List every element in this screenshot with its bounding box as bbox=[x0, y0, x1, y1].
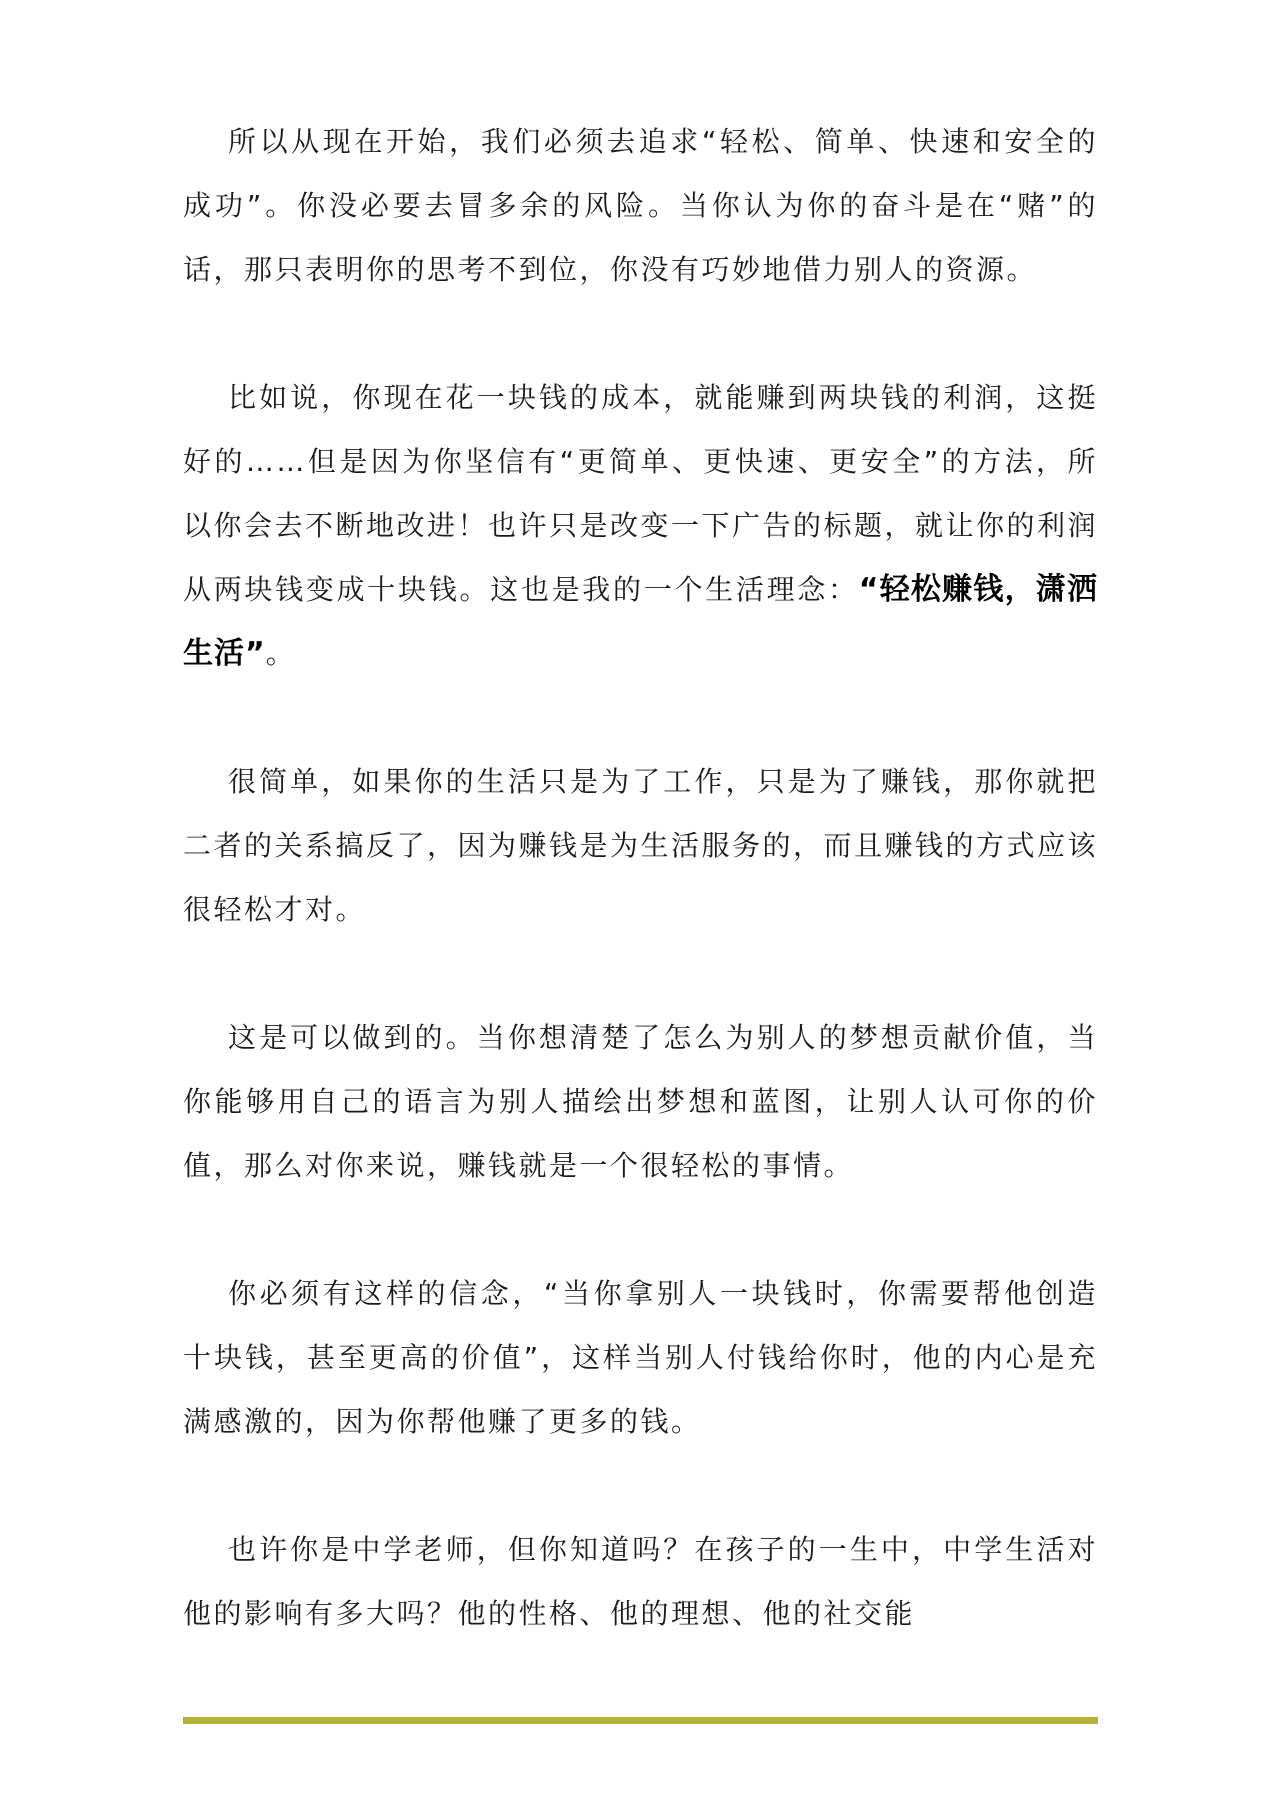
paragraph-2-end: 。 bbox=[265, 637, 297, 670]
paragraph-1 bbox=[183, 110, 1098, 302]
paragraph-6 bbox=[183, 1518, 1098, 1646]
paragraph-5 bbox=[183, 1262, 1098, 1454]
emphasized-slogan: “轻松赚钱，潇洒生活” bbox=[183, 572, 1098, 671]
paragraph-3 bbox=[183, 750, 1098, 942]
paragraph-2-text: 比如说，你现在花一块钱的成本，就能赚到两块钱的利润，这挺好的……但是因为你坚信有“更简单、更快速、更安全”的方法，所以你会去不断地改进！也许只是改变一下广告的标题，就让你的利润从两块钱变成十块钱。这也是我的一个生活理念： bbox=[183, 381, 1099, 606]
paragraph-4-text: 这是可以做到的。当你想清楚了怎么为别人的梦想贡献价值，当你能够用自己的语言为别人描绘出梦想和蓝图，让别人认可你的价值，那么对你来说，赚钱就是一个很轻松的事情。 bbox=[183, 1021, 1098, 1182]
paragraph-3-text: 很简单，如果你的生活只是为了工作，只是为了赚钱，那你就把二者的关系搞反了，因为赚钱是为生活服务的，而且赚钱的方式应该很轻松才对。 bbox=[183, 765, 1099, 926]
paragraph-5-text: 你必须有这样的信念，“当你拿别人一块钱时，你需要帮他创造十块钱，甚至更高的价值”，这样当别人付钱给你时，他的内心是充满感激的，因为你帮他赚了更多的钱。 bbox=[183, 1277, 1098, 1438]
document-body bbox=[183, 110, 1098, 1646]
paragraph-1-text: 所以从现在开始，我们必须去追求“轻松、简单、快速和安全的成功”。你没必要去冒多余的风险。当你认为你的奋斗是在“赌”的话，那只表明你的思考不到位，你没有巧妙地借力别人的资源。 bbox=[183, 125, 1098, 286]
paragraph-2 bbox=[183, 366, 1098, 686]
paragraph-4 bbox=[183, 1006, 1098, 1198]
footer-divider bbox=[183, 1717, 1098, 1724]
paragraph-6-text: 也许你是中学老师，但你知道吗？在孩子的一生中，中学生活对他的影响有多大吗？他的性格、他的理想、他的社交能 bbox=[183, 1533, 1098, 1630]
